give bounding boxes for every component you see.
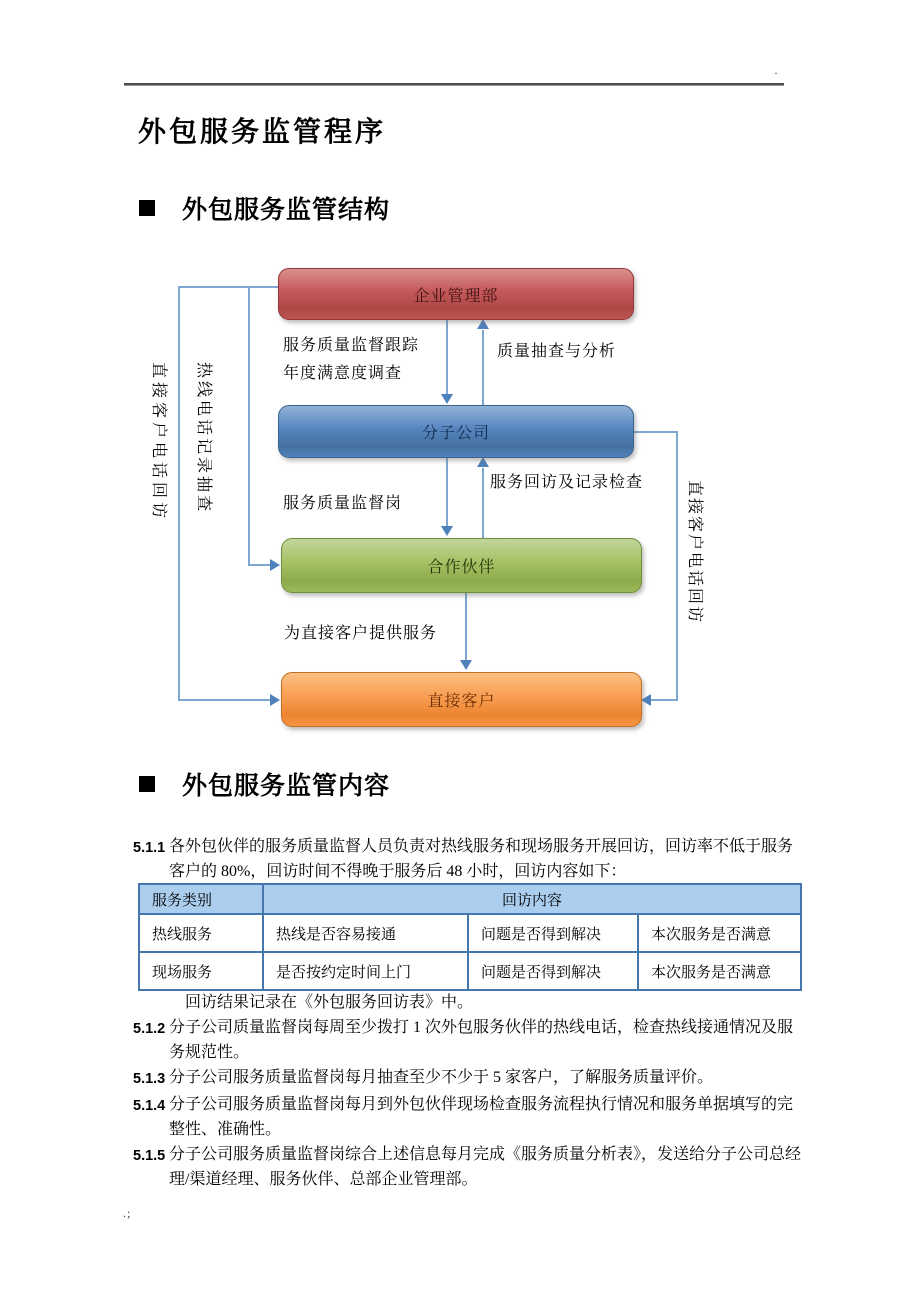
section-heading-text: 外包服务监管结构 [182,197,391,224]
clause-text: 分子公司服务质量监督岗每月到外包伙伴现场检查服务流程执行情况和服务单据填写的完整性、准确性。 [169,1096,794,1138]
connector-line [650,699,678,701]
clause-text: 分子公司服务质量监督岗每月抽查至少不少于 5 家客户，了解服务质量评价。 [169,1069,714,1086]
clause-5-1-4 [133,1092,808,1142]
edge-label-visit-record-check: 服务回访及记录检查 [490,474,644,491]
cell: 本次服务是否满意 [638,952,801,990]
clause-5-1-5 [133,1142,808,1192]
arrowhead-icon [441,394,453,404]
node-subsidiary-company [278,405,634,458]
edge-label-left-inner-vertical: 热线电话记录抽查 [195,362,212,515]
clause-text: 分子公司服务质量监督岗综合上述信息每月完成《服务质量分析表》，发送给分子公司总经理/渠道经理、服务伙伴、总部企业管理部。 [169,1146,802,1188]
arrowhead-icon [477,319,489,329]
connector-line [465,591,467,661]
edge-label-quality-sampling: 质量抽查与分析 [497,343,617,360]
clause-number: 5.1.1 [133,840,166,856]
table-row [139,914,801,952]
connector-line [446,456,448,527]
clause-text: 各外包伙伴的服务质量监督人员负责对热线服务和现场服务开展回访，回访率不低于服务客户的 80%，回访时间不得晚于服务后 48 小时，回访内容如下： [169,838,794,880]
edge-label-left-outer-vertical: 直接客户电话回访 [150,362,167,523]
connector-line [178,699,272,701]
node-enterprise-management [278,268,634,320]
clause-number: 5.1.3 [133,1071,166,1087]
node-label: 企业管理部 [413,287,499,305]
cell: 热线服务 [139,914,263,952]
connector-line [178,286,180,701]
header-mark: · [774,66,778,80]
arrowhead-icon [270,694,280,706]
section-heading-content [139,766,390,802]
cell: 热线是否容易接通 [263,914,468,952]
node-label: 分子公司 [421,425,490,442]
node-direct-customer [281,672,642,727]
clause-number: 5.1.4 [133,1098,166,1114]
node-partner [281,538,642,593]
cell: 现场服务 [139,952,263,990]
node-label: 合作伙伴 [427,559,496,576]
cell: 问题是否得到解决 [468,914,638,952]
edge-label-tracking-line1: 服务质量监督跟踪 [283,337,420,354]
cell: 是否按约定时间上门 [263,952,468,990]
col-header-visit-content: 回访内容 [263,884,801,914]
connector-line [482,468,484,538]
arrowhead-icon [441,526,453,536]
arrowhead-icon [270,559,280,571]
connector-line [482,330,484,405]
clause-5-1-2 [133,1015,808,1065]
arrowhead-icon [460,660,472,670]
connector-line [178,286,278,288]
col-header-service-type: 服务类别 [139,884,263,914]
edge-label-tracking-line2: 年度满意度调查 [283,365,403,382]
cell: 本次服务是否满意 [638,914,801,952]
table-header-row [139,884,801,914]
clause-note [133,990,808,1015]
connector-line [676,431,678,701]
clause-number: 5.1.2 [133,1021,166,1037]
arrowhead-icon [477,457,489,467]
clause-5-1-3 [133,1065,808,1092]
connector-line [248,286,250,566]
clause-5-1-1 [133,834,805,884]
clause-text: 分子公司质量监督岗每周至少拨打 1 次外包服务伙伴的热线电话，检查热线接通情况及服务规范性。 [169,1019,794,1061]
edge-label-provide-service: 为直接客户提供服务 [284,625,438,642]
square-bullet-icon [139,776,155,792]
connector-line [248,564,272,566]
arrowhead-icon [641,694,651,706]
visit-content-table [138,883,802,991]
connector-line [632,431,678,433]
node-label: 直接客户 [427,693,496,710]
clause-text: 回访结果记录在《外包服务回访表》中。 [185,994,474,1011]
edge-label-right-vertical: 直接客户电话回访 [686,480,703,625]
connector-line [446,318,448,396]
cell: 问题是否得到解决 [468,952,638,990]
clause-number: 5.1.5 [133,1148,166,1164]
footer-mark: .; [123,1206,132,1220]
clause-list [133,990,808,1192]
document-title: 外包服务监管程序 [138,117,387,148]
clause-number [133,990,185,1015]
section-heading-text: 外包服务监管内容 [182,773,391,800]
edge-label-quality-post: 服务质量监督岗 [283,495,403,512]
table-row [139,952,801,990]
